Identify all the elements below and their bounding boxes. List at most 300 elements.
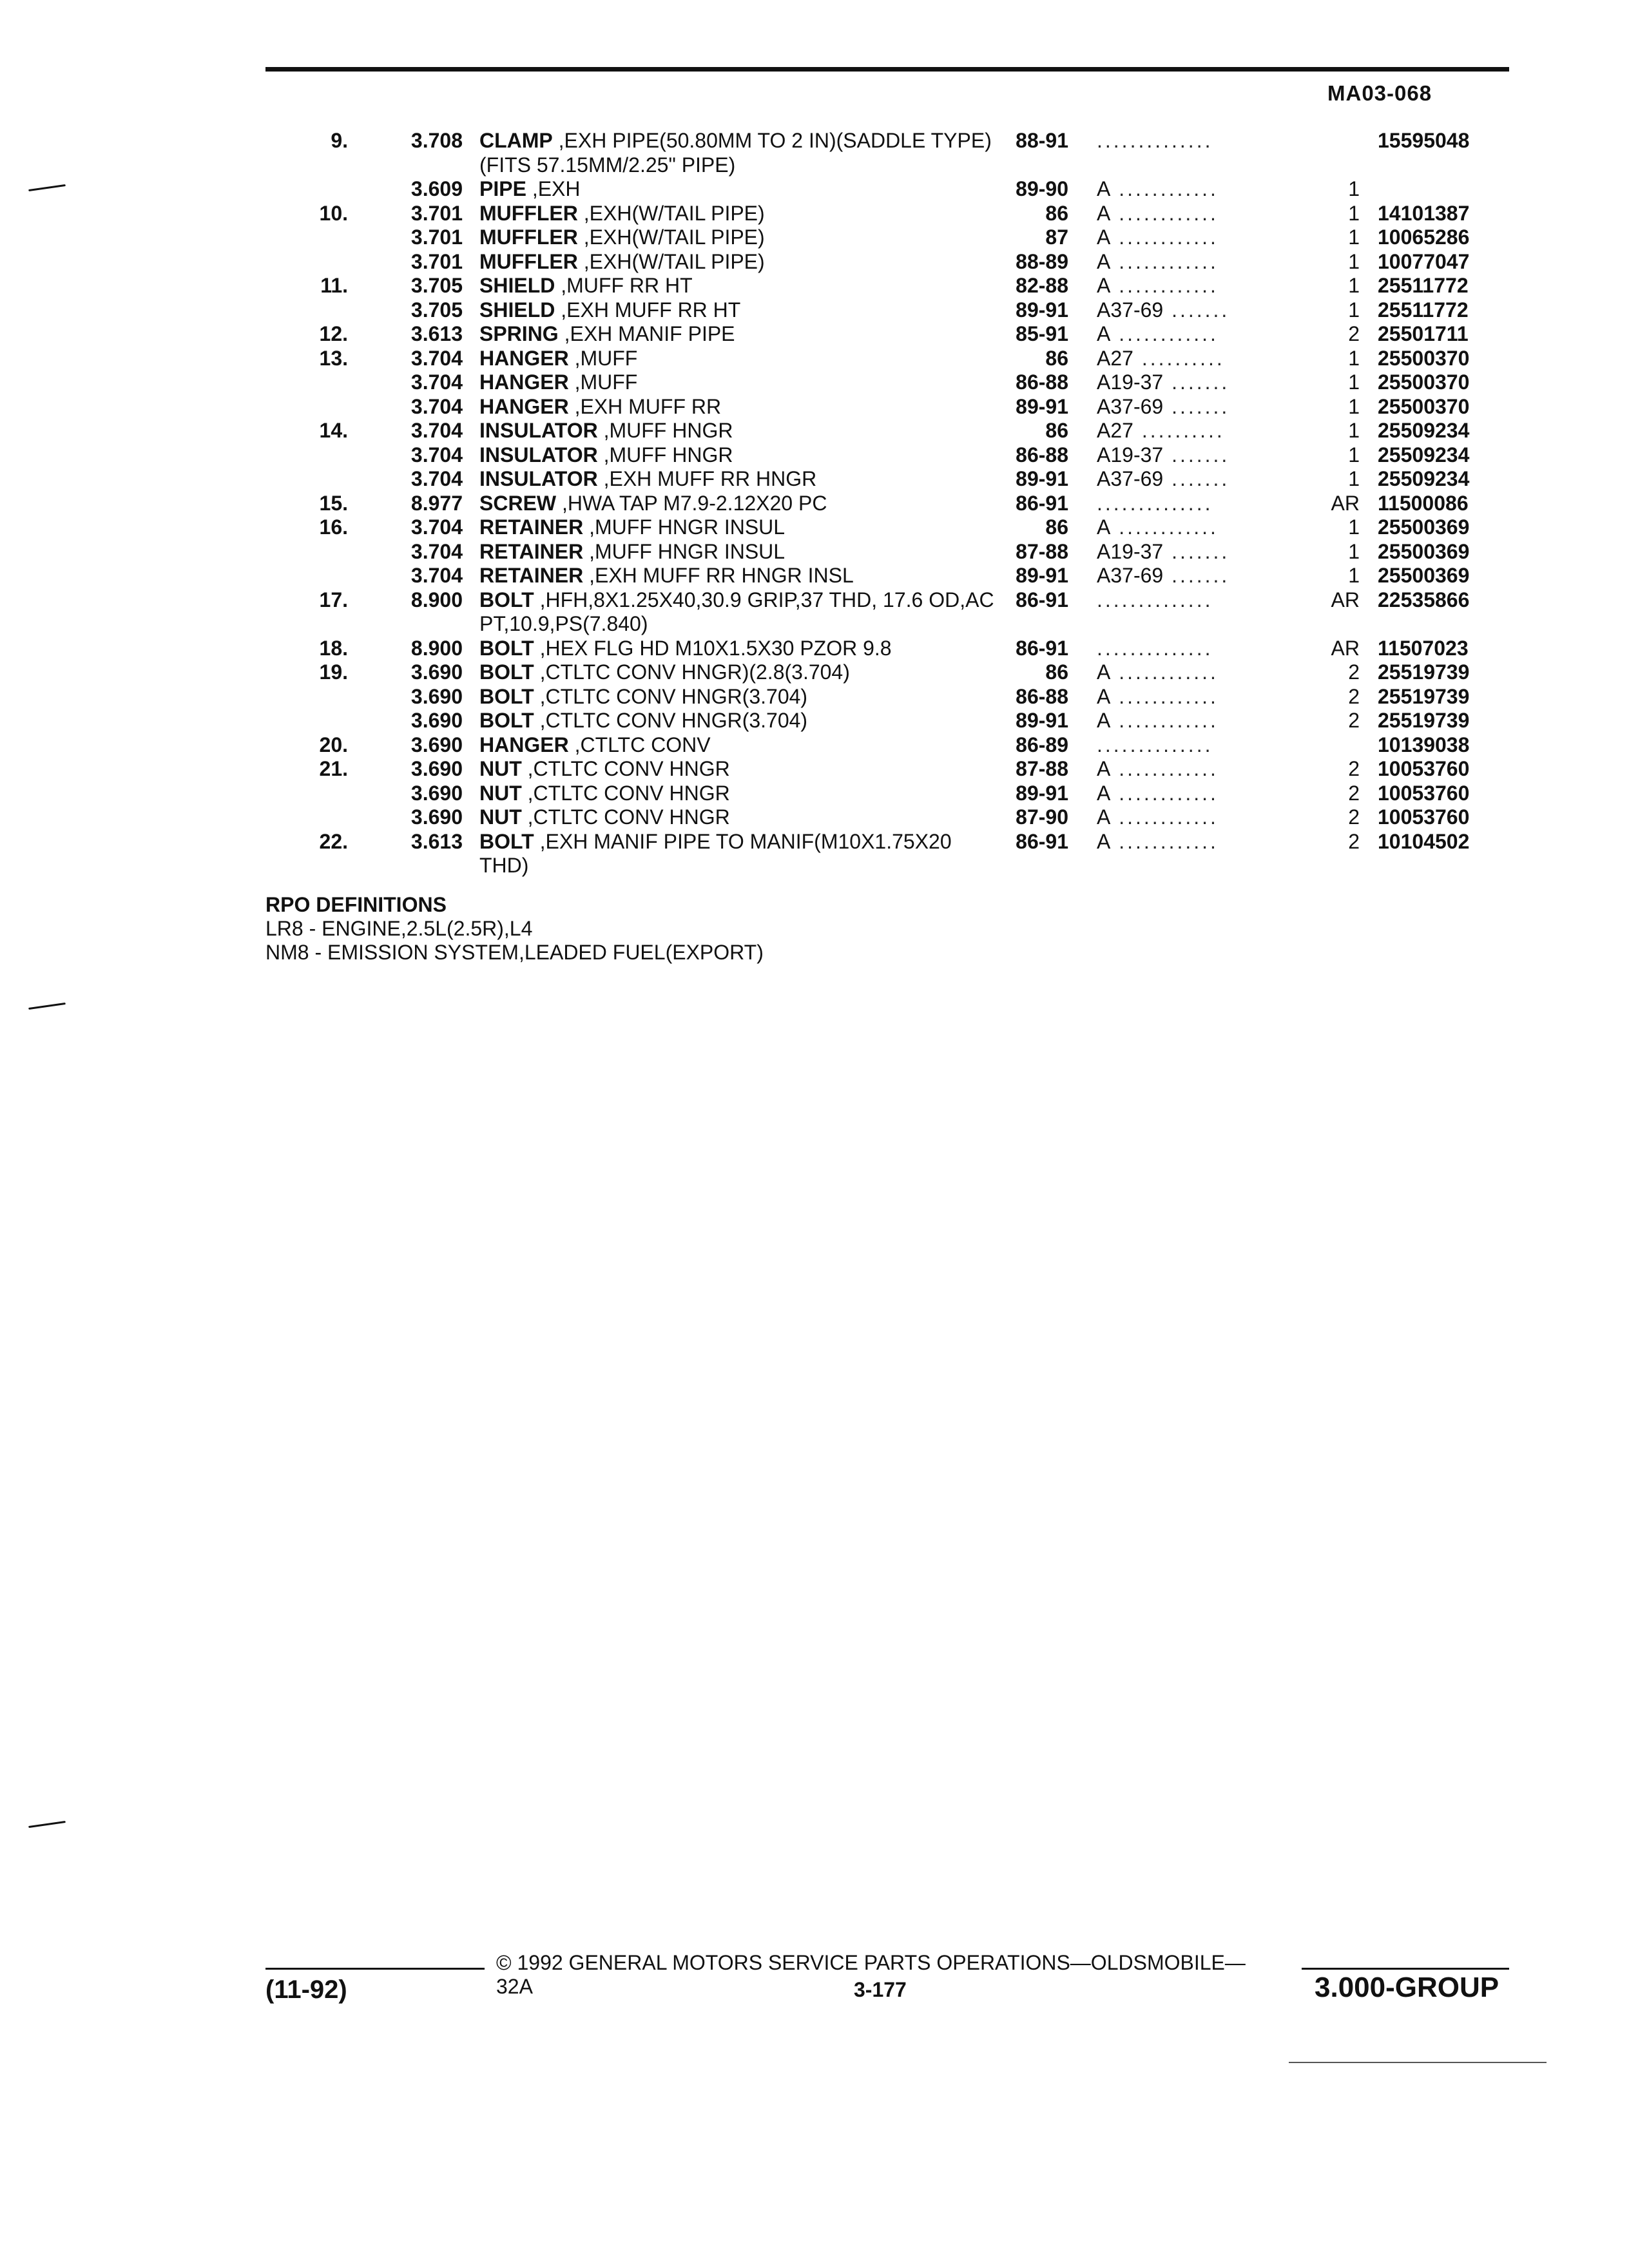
- part-description: [479, 467, 995, 492]
- part-detail: ,CTLTC CONV HNGR(3.704): [539, 709, 808, 732]
- figure-number: 22.: [319, 829, 348, 853]
- rpo-code: A: [1097, 805, 1111, 829]
- part-row: [0, 709, 1629, 733]
- group-number: 3.690: [410, 684, 463, 708]
- group-number: 3.704: [410, 564, 463, 587]
- part-description: [479, 782, 995, 806]
- part-detail: ,MUFF HNGR: [603, 419, 733, 442]
- part-name: HANGER: [479, 733, 569, 756]
- leader-dots: ............: [1110, 274, 1219, 297]
- part-description: [479, 322, 995, 347]
- part-name: MUFFLER: [479, 249, 578, 273]
- part-number: 25519739: [1378, 684, 1470, 708]
- quantity: 1: [1348, 443, 1360, 466]
- part-name: HANGER: [479, 346, 569, 370]
- part-description: [479, 347, 995, 371]
- part-number: 25501711: [1378, 322, 1469, 345]
- part-description: [479, 564, 995, 588]
- rpo-usage: [1097, 782, 1309, 806]
- part-row: [0, 685, 1629, 709]
- footer-date: (11-92): [265, 1975, 347, 2004]
- part-number: 25509234: [1378, 443, 1470, 466]
- part-name: SHIELD: [479, 298, 555, 322]
- group-number: 3.690: [410, 660, 463, 684]
- rpo-code: A: [1097, 226, 1111, 249]
- part-detail: ,EXH MUFF RR HNGR: [603, 467, 817, 490]
- quantity: 1: [1348, 467, 1360, 490]
- quantity: 2: [1348, 660, 1360, 684]
- leader-dots: ............: [1110, 322, 1219, 345]
- quantity: 1: [1348, 346, 1360, 370]
- part-number: 25500370: [1378, 394, 1470, 418]
- quantity: AR: [1331, 491, 1360, 515]
- figure-number: 19.: [319, 660, 348, 684]
- group-number: 3.704: [410, 346, 463, 370]
- part-number: 25511772: [1378, 274, 1469, 297]
- part-description: [479, 805, 995, 830]
- part-description: [479, 202, 995, 226]
- figure-number: 20.: [319, 733, 348, 756]
- part-detail: ,MUFF HNGR INSUL: [589, 515, 786, 539]
- group-number: 3.704: [410, 515, 463, 539]
- group-number: 3.701: [410, 226, 463, 249]
- rpo-usage: [1097, 515, 1309, 540]
- quantity: 2: [1348, 781, 1360, 805]
- model-years: 86: [1045, 419, 1068, 442]
- leader-dots: ............: [1110, 757, 1219, 780]
- figure-number: 10.: [319, 201, 348, 225]
- part-description: [479, 660, 995, 685]
- part-row: [0, 805, 1629, 830]
- part-name: BOLT: [479, 684, 534, 708]
- part-name: HANGER: [479, 370, 569, 394]
- leader-dots: ..............: [1097, 129, 1213, 152]
- part-name: BOLT: [479, 709, 534, 732]
- part-row: [0, 515, 1629, 540]
- rpo-code: A37-69: [1097, 564, 1164, 587]
- quantity: 1: [1348, 226, 1360, 249]
- figure-number: 15.: [319, 491, 348, 515]
- rpo-code: A37-69: [1097, 467, 1164, 490]
- part-detail: ,CTLTC CONV HNGR: [527, 757, 730, 780]
- model-years: 86-91: [1016, 829, 1068, 853]
- group-number: 3.704: [410, 539, 463, 563]
- rpo-definition: LR8 - ENGINE,2.5L(2.5R),L4: [265, 917, 533, 940]
- part-detail: ,EXH MUFF RR HNGR INSL: [589, 564, 854, 587]
- part-row: [0, 322, 1629, 347]
- part-description: [479, 757, 995, 782]
- leader-dots: ............: [1110, 684, 1219, 708]
- part-number: 25509234: [1378, 467, 1470, 490]
- part-name: BOLT: [479, 636, 534, 660]
- quantity: 1: [1348, 274, 1360, 297]
- rpo-usage: [1097, 226, 1309, 250]
- model-years: 82-88: [1016, 274, 1068, 297]
- part-description: [479, 588, 995, 637]
- footer-group: 3.000-GROUP: [1315, 1972, 1499, 2003]
- part-number: 10065286: [1378, 226, 1470, 249]
- rpo-code: A: [1097, 515, 1111, 539]
- model-years: 88-89: [1016, 249, 1068, 273]
- rpo-usage: [1097, 347, 1309, 371]
- quantity: 1: [1348, 177, 1360, 200]
- part-description: [479, 492, 995, 516]
- parts-list: [0, 129, 1629, 878]
- rpo-code: A: [1097, 829, 1111, 853]
- part-detail: ,MUFF HNGR: [603, 443, 733, 466]
- model-years: 89-90: [1016, 177, 1068, 200]
- rpo-usage: [1097, 805, 1309, 830]
- rpo-definitions-title: RPO DEFINITIONS: [265, 893, 447, 916]
- group-number: 3.704: [410, 443, 463, 466]
- rpo-usage: [1097, 540, 1309, 564]
- rpo-usage: [1097, 370, 1309, 395]
- part-detail: ,CTLTC CONV HNGR: [527, 781, 730, 805]
- part-number: 25511772: [1378, 298, 1469, 322]
- scan-mark: [28, 1821, 66, 1828]
- model-years: 89-91: [1016, 564, 1068, 587]
- part-description: [479, 443, 995, 468]
- leader-dots: ..............: [1097, 588, 1213, 611]
- part-name: MUFFLER: [479, 201, 578, 225]
- model-years: 89-91: [1016, 467, 1068, 490]
- group-number: 3.609: [410, 177, 463, 200]
- part-name: NUT: [479, 805, 522, 829]
- part-number: 25519739: [1378, 709, 1470, 732]
- part-description: [479, 129, 995, 177]
- footer-rule-right: [1302, 1968, 1509, 1970]
- quantity: 1: [1348, 370, 1360, 394]
- part-number: 25500369: [1378, 564, 1470, 587]
- part-name: RETAINER: [479, 539, 584, 563]
- rpo-usage: [1097, 637, 1309, 661]
- figure-number: 18.: [319, 636, 348, 660]
- part-number: 25500369: [1378, 515, 1470, 539]
- leader-dots: ............: [1110, 781, 1219, 805]
- leader-dots: .......: [1163, 467, 1230, 490]
- rpo-code: A: [1097, 322, 1111, 345]
- leader-dots: ..........: [1133, 419, 1225, 442]
- part-detail: ,EXH(W/TAIL PIPE): [583, 249, 765, 273]
- part-row: [0, 637, 1629, 661]
- part-name: BOLT: [479, 660, 534, 684]
- part-name: NUT: [479, 757, 522, 780]
- model-years: 89-91: [1016, 709, 1068, 732]
- rpo-usage: [1097, 202, 1309, 226]
- part-number: 25500370: [1378, 370, 1470, 394]
- rpo-code: A27: [1097, 346, 1133, 370]
- part-name: HANGER: [479, 394, 569, 418]
- part-row: [0, 588, 1629, 637]
- rpo-definitions: [265, 893, 764, 965]
- leader-dots: ..............: [1097, 491, 1213, 515]
- rpo-usage: [1097, 492, 1309, 516]
- model-years: 89-91: [1016, 298, 1068, 322]
- part-row: [0, 443, 1629, 468]
- part-row: [0, 757, 1629, 782]
- part-number: 25500370: [1378, 346, 1470, 370]
- part-number: 10053760: [1378, 757, 1470, 780]
- part-description: [479, 298, 995, 323]
- part-detail: ,EXH(W/TAIL PIPE): [583, 226, 765, 249]
- part-row: [0, 660, 1629, 685]
- part-row: [0, 274, 1629, 298]
- model-years: 86-91: [1016, 491, 1068, 515]
- part-name: INSULATOR: [479, 467, 598, 490]
- footer-page-number: 3-177: [854, 1978, 907, 2001]
- part-description: [479, 419, 995, 443]
- part-description: [479, 685, 995, 709]
- rpo-code: A: [1097, 177, 1111, 200]
- part-description: [479, 274, 995, 298]
- leader-dots: .......: [1163, 394, 1230, 418]
- rpo-code: A19-37: [1097, 539, 1164, 563]
- part-row: [0, 419, 1629, 443]
- rpo-code: A: [1097, 684, 1111, 708]
- part-detail: ,HEX FLG HD M10X1.5X30 PZOR 9.8: [539, 636, 892, 660]
- part-detail: ,HWA TAP M7.9-2.12X20 PC: [562, 491, 827, 515]
- quantity: 2: [1348, 322, 1360, 345]
- part-row: [0, 129, 1629, 177]
- leader-dots: ............: [1110, 177, 1219, 200]
- rpo-code: A27: [1097, 419, 1133, 442]
- quantity: AR: [1331, 588, 1360, 611]
- part-detail: ,EXH MUFF RR HT: [561, 298, 741, 322]
- part-description: [479, 226, 995, 250]
- model-years: 87-90: [1016, 805, 1068, 829]
- part-number: 25500369: [1378, 539, 1470, 563]
- part-detail: ,MUFF RR HT: [561, 274, 693, 297]
- part-number: 10139038: [1378, 733, 1470, 756]
- rpo-code: A: [1097, 201, 1111, 225]
- figure-number: 13.: [319, 346, 348, 370]
- group-number: 3.704: [410, 370, 463, 394]
- part-detail: ,EXH PIPE(50.80MM TO 2 IN)(SADDLE TYPE)(FITS 57.15MM/2.25" PIPE): [479, 129, 992, 177]
- model-years: 88-91: [1016, 129, 1068, 152]
- part-description: [479, 177, 995, 202]
- part-row: [0, 830, 1629, 878]
- leader-dots: .......: [1163, 443, 1230, 466]
- rpo-usage: [1097, 588, 1309, 613]
- leader-dots: ............: [1110, 201, 1219, 225]
- group-number: 8.977: [410, 491, 463, 515]
- group-number: 3.701: [410, 249, 463, 273]
- part-name: SPRING: [479, 322, 559, 345]
- part-row: [0, 347, 1629, 371]
- part-detail: ,MUFF HNGR INSUL: [589, 539, 786, 563]
- rpo-usage: [1097, 250, 1309, 274]
- quantity: 2: [1348, 709, 1360, 732]
- rpo-usage: [1097, 757, 1309, 782]
- part-number: 22535866: [1378, 588, 1470, 611]
- footer-rule-bottom: [1289, 2062, 1547, 2063]
- part-description: [479, 515, 995, 540]
- rpo-code: A37-69: [1097, 394, 1164, 418]
- part-name: CLAMP: [479, 129, 553, 152]
- part-description: [479, 709, 995, 733]
- rpo-code: A: [1097, 660, 1111, 684]
- part-detail: ,EXH(W/TAIL PIPE): [583, 201, 765, 225]
- leader-dots: .......: [1163, 564, 1230, 587]
- rpo-usage: [1097, 660, 1309, 685]
- model-years: 87: [1045, 226, 1068, 249]
- part-detail: ,EXH MUFF RR: [574, 394, 722, 418]
- part-name: INSULATOR: [479, 443, 598, 466]
- part-row: [0, 226, 1629, 250]
- model-years: 86: [1045, 346, 1068, 370]
- group-number: 3.704: [410, 419, 463, 442]
- rpo-code: A: [1097, 274, 1111, 297]
- model-years: 86-88: [1016, 443, 1068, 466]
- quantity: 2: [1348, 684, 1360, 708]
- part-detail: ,EXH MANIF PIPE: [564, 322, 735, 345]
- top-rule: [265, 67, 1509, 72]
- part-detail: ,HFH,8X1.25X40,30.9 GRIP,37 THD, 17.6 OD,AC PT,10.9,PS(7.840): [479, 588, 994, 635]
- group-number: 3.701: [410, 201, 463, 225]
- part-number: 14101387: [1378, 201, 1470, 225]
- scan-mark: [28, 1003, 66, 1010]
- part-name: PIPE: [479, 177, 526, 200]
- part-detail: ,MUFF: [574, 346, 638, 370]
- rpo-usage: [1097, 322, 1309, 347]
- rpo-usage: [1097, 467, 1309, 492]
- rpo-usage: [1097, 685, 1309, 709]
- part-row: [0, 467, 1629, 492]
- rpo-code: A: [1097, 781, 1111, 805]
- rpo-usage: [1097, 274, 1309, 298]
- quantity: 1: [1348, 564, 1360, 587]
- model-years: 86-88: [1016, 684, 1068, 708]
- part-row: [0, 395, 1629, 419]
- group-number: 3.690: [410, 781, 463, 805]
- part-detail: ,CTLTC CONV HNGR)(2.8(3.704): [539, 660, 850, 684]
- group-number: 3.705: [410, 274, 463, 297]
- leader-dots: ............: [1110, 709, 1219, 732]
- rpo-code: A: [1097, 709, 1111, 732]
- part-number: 15595048: [1378, 129, 1470, 152]
- model-years: 86-91: [1016, 636, 1068, 660]
- part-detail: ,CTLTC CONV HNGR(3.704): [539, 684, 808, 708]
- part-name: INSULATOR: [479, 419, 598, 442]
- figure-number: 21.: [319, 757, 348, 780]
- rpo-usage: [1097, 564, 1309, 588]
- part-detail: ,CTLTC CONV: [574, 733, 711, 756]
- part-name: SHIELD: [479, 274, 555, 297]
- leader-dots: ............: [1110, 515, 1219, 539]
- leader-dots: ............: [1110, 226, 1219, 249]
- part-detail: ,MUFF: [574, 370, 638, 394]
- group-number: 3.613: [410, 829, 463, 853]
- leader-dots: ..............: [1097, 733, 1213, 756]
- part-row: [0, 370, 1629, 395]
- part-number: 25509234: [1378, 419, 1470, 442]
- part-number: 11500086: [1378, 491, 1469, 515]
- rpo-usage: [1097, 298, 1309, 323]
- quantity: 1: [1348, 539, 1360, 563]
- part-description: [479, 395, 995, 419]
- model-years: 86-88: [1016, 370, 1068, 394]
- part-number: 10053760: [1378, 781, 1470, 805]
- rpo-usage: [1097, 709, 1309, 733]
- part-name: SCREW: [479, 491, 557, 515]
- rpo-usage: [1097, 733, 1309, 758]
- group-number: 8.900: [410, 636, 463, 660]
- rpo-code: A37-69: [1097, 298, 1164, 322]
- footer-rule-left: [265, 1968, 485, 1970]
- part-number: 11507023: [1378, 636, 1469, 660]
- part-detail: ,EXH: [532, 177, 581, 200]
- part-row: [0, 202, 1629, 226]
- leader-dots: .......: [1163, 370, 1230, 394]
- part-name: RETAINER: [479, 564, 584, 587]
- group-number: 3.690: [410, 805, 463, 829]
- part-description: [479, 250, 995, 274]
- part-row: [0, 564, 1629, 588]
- leader-dots: ..........: [1133, 346, 1225, 370]
- document-id: MA03-068: [1327, 81, 1432, 105]
- quantity: 1: [1348, 419, 1360, 442]
- model-years: 86-91: [1016, 588, 1068, 611]
- quantity: AR: [1331, 636, 1360, 660]
- figure-number: 17.: [319, 588, 348, 611]
- rpo-definition: NM8 - EMISSION SYSTEM,LEADED FUEL(EXPORT): [265, 941, 764, 964]
- model-years: 86: [1045, 515, 1068, 539]
- model-years: 87-88: [1016, 757, 1068, 780]
- part-row: [0, 298, 1629, 323]
- leader-dots: ............: [1110, 249, 1219, 273]
- group-number: 3.705: [410, 298, 463, 322]
- quantity: 1: [1348, 394, 1360, 418]
- group-number: 3.690: [410, 733, 463, 756]
- model-years: 89-91: [1016, 394, 1068, 418]
- rpo-usage: [1097, 395, 1309, 419]
- rpo-code: A: [1097, 757, 1111, 780]
- leader-dots: ............: [1110, 660, 1219, 684]
- quantity: 2: [1348, 757, 1360, 780]
- model-years: 86: [1045, 660, 1068, 684]
- leader-dots: ............: [1110, 829, 1219, 853]
- quantity: 1: [1348, 298, 1360, 322]
- part-detail: ,EXH MANIF PIPE TO MANIF(M10X1.75X20 THD): [479, 829, 952, 877]
- leader-dots: ..............: [1097, 636, 1213, 660]
- rpo-usage: [1097, 830, 1309, 854]
- rpo-code: A: [1097, 249, 1111, 273]
- quantity: 1: [1348, 249, 1360, 273]
- part-detail: ,CTLTC CONV HNGR: [527, 805, 730, 829]
- group-number: 3.704: [410, 467, 463, 490]
- model-years: 89-91: [1016, 781, 1068, 805]
- part-description: [479, 733, 995, 758]
- part-number: 10104502: [1378, 829, 1470, 853]
- part-row: [0, 733, 1629, 758]
- model-years: 86-89: [1016, 733, 1068, 756]
- model-years: 86: [1045, 201, 1068, 225]
- leader-dots: .......: [1163, 298, 1230, 322]
- group-number: 8.900: [410, 588, 463, 611]
- figure-number: 16.: [319, 515, 348, 539]
- part-name: NUT: [479, 781, 522, 805]
- rpo-usage: [1097, 177, 1309, 202]
- figure-number: 9.: [331, 129, 348, 152]
- part-row: [0, 177, 1629, 202]
- figure-number: 11.: [320, 274, 348, 297]
- part-description: [479, 830, 995, 878]
- leader-dots: .......: [1163, 539, 1230, 563]
- part-number: 10077047: [1378, 249, 1470, 273]
- quantity: 2: [1348, 805, 1360, 829]
- part-description: [479, 370, 995, 395]
- figure-number: 14.: [319, 419, 348, 442]
